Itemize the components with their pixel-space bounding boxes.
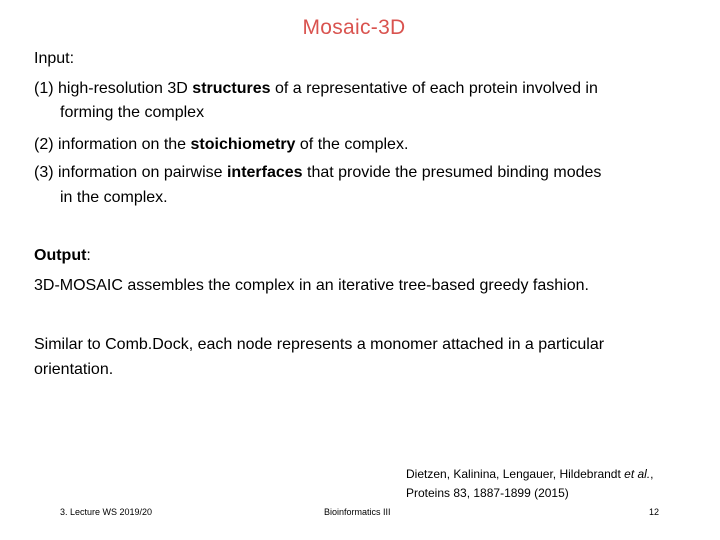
input-heading (34, 47, 74, 70)
input-item-1-prefix: (1) high‐resolution 3D (34, 80, 193, 97)
reference-line-1 (406, 465, 654, 483)
input-item-2-prefix: (2) information on the (34, 136, 191, 153)
input-item-3-keyword: interfaces (226, 164, 303, 181)
note-line-1: Similar to Comb.Dock, each node represents a monomer attached in a particular (34, 336, 605, 353)
input-item-2 (34, 133, 408, 156)
footer-course: Bioinformatics III (324, 507, 391, 517)
note-line-2: orientation. (34, 361, 114, 378)
input-item-3 (34, 161, 601, 184)
output-heading (34, 244, 91, 267)
input-item-3-continuation: in the complex. (60, 189, 168, 206)
input-heading-colon: : (69, 50, 75, 67)
footer-lecture: 3. Lecture WS 2019/20 (60, 507, 153, 517)
input-item-3-prefix: (3) information on pairwise (34, 164, 227, 181)
reference-authors: Dietzen, Kalinina, Lengauer, Hildebrandt (406, 467, 625, 481)
reference-journal: Proteins 83, 1887-1899 (2015) (406, 486, 569, 500)
input-item-1-keyword: structures (192, 80, 271, 97)
input-item-1-suffix: of a representative of each protein involved in (270, 80, 598, 97)
output-heading-colon: : (86, 247, 91, 264)
output-heading-label: Output (34, 247, 87, 264)
input-item-2-keyword: stoichiometry (190, 136, 296, 153)
reference-etal: et al. (624, 467, 651, 481)
page-title: Mosaic-3D (302, 16, 406, 39)
input-heading-label: Input (34, 50, 70, 67)
input-item-2-suffix: of the complex. (295, 136, 409, 153)
input-item-3-suffix: that provide the presumed binding modes (302, 164, 602, 181)
reference-comma: , (650, 467, 654, 481)
input-item-1 (34, 77, 598, 100)
footer-page-number: 12 (649, 507, 660, 517)
output-text: 3D‐MOSAIC assembles the complex in an iterative tree‐based greedy fashion. (34, 277, 589, 294)
input-item-1-continuation: forming the complex (60, 104, 205, 121)
